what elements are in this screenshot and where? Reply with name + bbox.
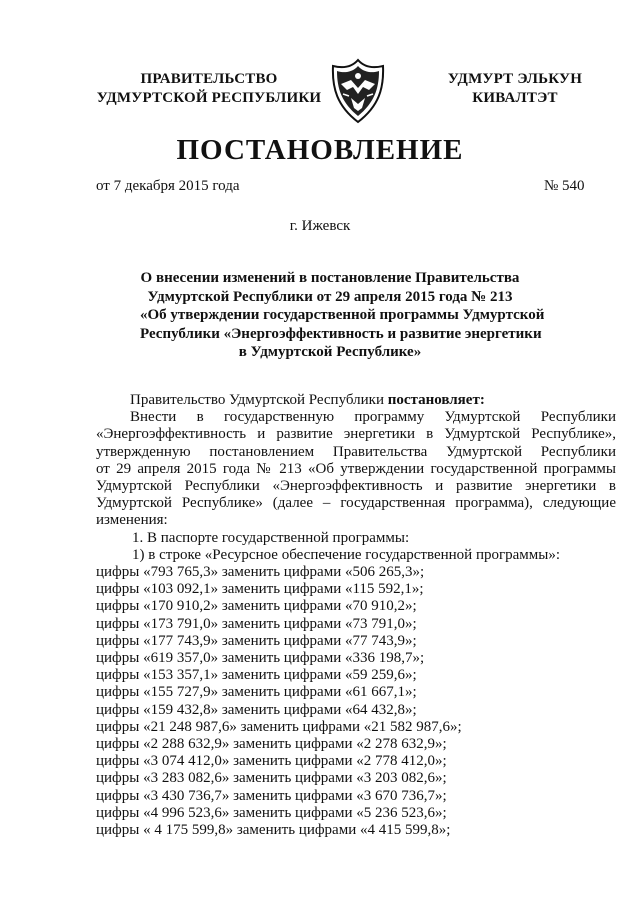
replacement-line: цифры «153 357,1» заменить цифрами «59 259,6»; bbox=[96, 667, 417, 684]
document-title: ПОСТАНОВЛЕНИЕ bbox=[176, 134, 464, 166]
paragraph-line: «Энергоэффективность и развитие энергетики в Удмуртской Республике», bbox=[96, 426, 616, 443]
paragraph-line: Удмуртской Республике» (далее – государственная программа), следующие bbox=[96, 495, 616, 512]
subject-line: Удмуртской Республики от 29 апреля 2015 года № 213 bbox=[147, 288, 513, 305]
document-date: от 7 декабря 2015 года bbox=[96, 178, 240, 194]
replacement-line: цифры «2 288 632,9» заменить цифрами «2 278 632,9»; bbox=[96, 736, 447, 753]
replacement-line: цифры «619 357,0» заменить цифрами «336 198,7»; bbox=[96, 650, 425, 667]
government-name-udmurt-line-2: КИВАЛТЭТ bbox=[472, 90, 558, 106]
replacement-line: цифры «3 283 082,6» заменить цифрами «3 203 082,6»; bbox=[96, 770, 447, 787]
list-item-1: 1. В паспорте государственной программы: bbox=[132, 529, 410, 546]
replacement-line: цифры «155 727,9» заменить цифрами «61 667,1»; bbox=[96, 684, 417, 701]
subject-line: О внесении изменений в постановление Правительства bbox=[140, 270, 520, 286]
government-name-line-1: ПРАВИТЕЛЬСТВО bbox=[140, 71, 278, 87]
paragraph-line: Удмуртской Республики «Энергоэффективность и развитие энергетики в bbox=[96, 478, 616, 495]
subject-line: Республики «Энергоэффективность и развитие энергетики bbox=[140, 325, 542, 342]
replacement-line: цифры «3 430 736,7» заменить цифрами «3 670 736,7»; bbox=[96, 787, 447, 804]
replacement-line: цифры «173 791,0» заменить цифрами «73 791,0»; bbox=[96, 615, 417, 632]
subject-line: «Об утверждении государственной программы Удмуртской bbox=[140, 307, 545, 323]
replacement-line: цифры «103 092,1» заменить цифрами «115 592,1»; bbox=[96, 581, 424, 598]
paragraph-line: от 29 апреля 2015 года № 213 «Об утверждении государственной программы bbox=[96, 460, 616, 477]
subject-line: в Удмуртской Республике» bbox=[238, 344, 422, 360]
resolution-intro bbox=[96, 392, 616, 409]
list-subitem-1: 1) в строке «Ресурсное обеспечение государственной программы»: bbox=[132, 546, 561, 563]
replacement-line: цифры «177 743,9» заменить цифрами «77 743,9»; bbox=[96, 632, 417, 649]
udmurt-coat-of-arms-icon bbox=[329, 58, 387, 124]
document-number: № 540 bbox=[544, 178, 585, 194]
government-name-line-2: УДМУРТСКОЙ РЕСПУБЛИКИ bbox=[96, 90, 322, 106]
replacement-line: цифры «793 765,3» заменить цифрами «506 265,3»; bbox=[96, 564, 425, 581]
replacement-line: цифры «4 996 523,6» заменить цифрами «5 236 523,6»; bbox=[96, 804, 447, 821]
government-name-russian bbox=[94, 70, 324, 108]
document-subject bbox=[140, 269, 545, 362]
document-body bbox=[96, 392, 616, 839]
government-name-udmurt-line-1: УДМУРТ ЭЛЬКУН bbox=[447, 71, 583, 87]
replacement-line: цифры «159 432,8» заменить цифрами «64 432,8»; bbox=[96, 701, 417, 718]
replacement-line: цифры «170 910,2» заменить цифрами «70 910,2»; bbox=[96, 598, 417, 615]
government-name-udmurt bbox=[440, 70, 590, 108]
document-city: г. Ижевск bbox=[289, 218, 351, 234]
intro-resolves: постановляет: bbox=[387, 392, 485, 408]
intro-text: Правительство Удмуртской Республики bbox=[130, 392, 388, 408]
replacement-line: цифры «3 074 412,0» заменить цифрами «2 778 412,0»; bbox=[96, 753, 447, 770]
replacement-line: цифры «21 248 987,6» заменить цифрами «21 582 987,6»; bbox=[96, 718, 462, 735]
replacement-line: цифры « 4 175 599,8» заменить цифрами «4 415 599,8»; bbox=[96, 822, 451, 839]
paragraph-line: утвержденную постановлением Правительства Удмуртской Республики bbox=[96, 443, 616, 460]
paragraph-line: Внести в государственную программу Удмуртской Республики bbox=[130, 409, 616, 426]
paragraph-line: изменения: bbox=[96, 512, 168, 529]
